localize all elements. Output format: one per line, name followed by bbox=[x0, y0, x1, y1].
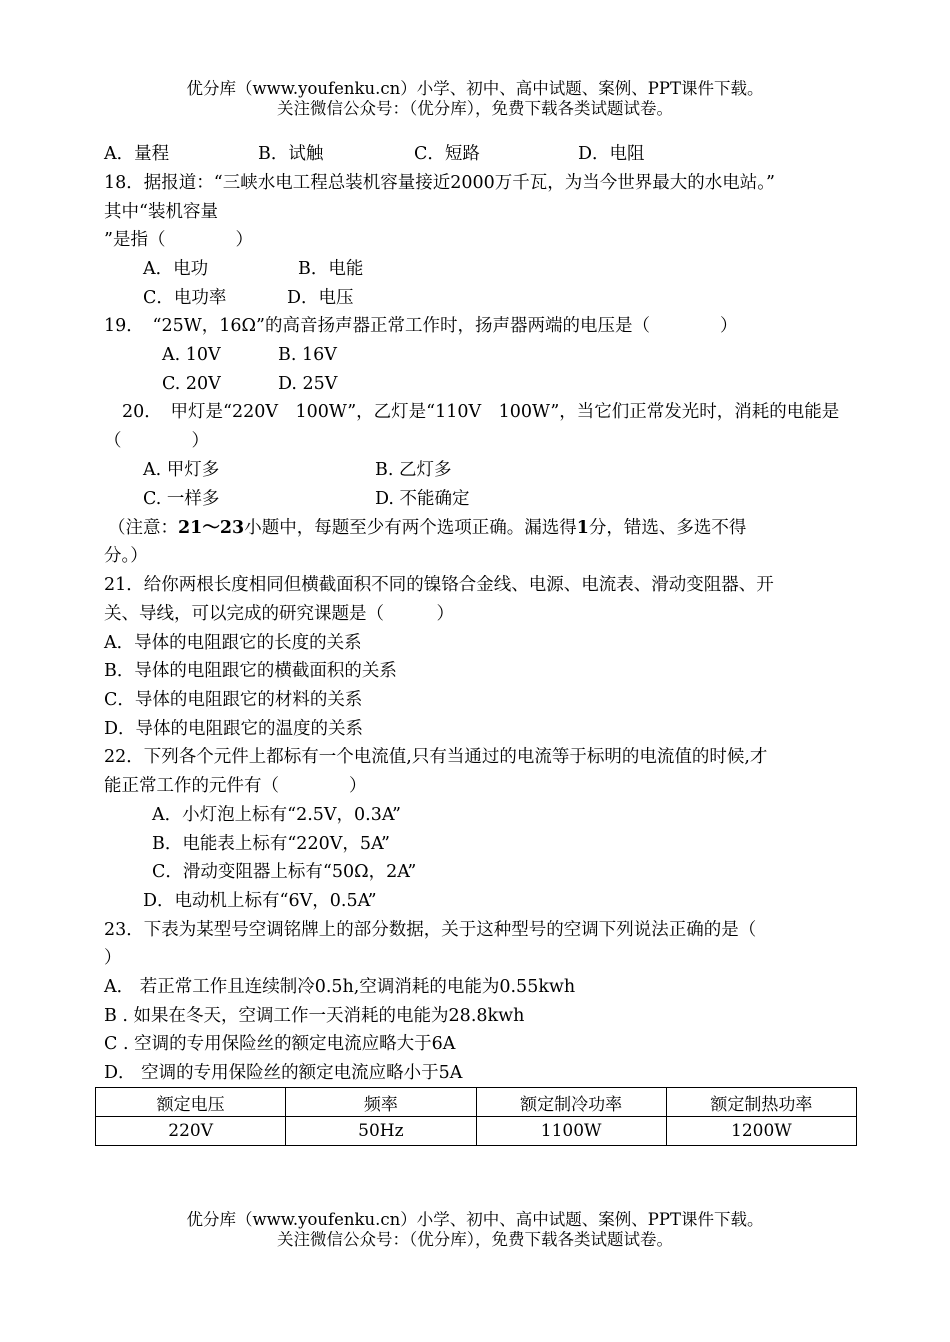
q23-option-d: D． 空调的专用保险丝的额定电流应略小于5A bbox=[104, 1063, 463, 1083]
q17-option-d: D．电阻 bbox=[578, 144, 645, 164]
value-rated-voltage: 220V bbox=[96, 1117, 286, 1146]
q21-stem-line-2: 关、导线，可以完成的研究课题是（ ） bbox=[104, 604, 454, 624]
q22-option-a: A．小灯泡上标有“2.5V，0.3A” bbox=[152, 805, 401, 825]
q17-option-a: A．量程 bbox=[104, 144, 170, 164]
header-line-1: 优分库（www.youfenku.cn）小学、初中、高中试题、案例、PPT课件下载。 bbox=[186, 79, 764, 98]
q20-option-c: C. 一样多 bbox=[143, 489, 220, 509]
header-heating-power: 额定制热功率 bbox=[666, 1088, 856, 1117]
q19-option-b: B. 16V bbox=[278, 345, 337, 365]
q21-stem-line-1: 21．给你两根长度相同但横截面积不同的镍铬合金线、电源、电流表、滑动变阻器、开 bbox=[104, 575, 774, 595]
q19-option-d: D. 25V bbox=[278, 374, 338, 394]
table-header-row bbox=[96, 1088, 857, 1117]
q20-option-d: D. 不能确定 bbox=[375, 489, 470, 509]
q17-option-b: B．试触 bbox=[258, 144, 324, 164]
footer-line-1: 优分库（www.youfenku.cn）小学、初中、高中试题、案例、PPT课件下载。 bbox=[186, 1210, 764, 1229]
q18-stem-line-2: 其中“装机容量 bbox=[104, 202, 218, 222]
q18-stem-line-1: 18．据报道：“三峡水电工程总装机容量接近2000万千瓦，为当今世界最大的水电站。” bbox=[104, 173, 775, 193]
header-cooling-power: 额定制冷功率 bbox=[476, 1088, 666, 1117]
q21-option-c: C．导体的电阻跟它的材料的关系 bbox=[104, 690, 363, 710]
footer-line-2: 关注微信公众号：（优分库），免费下载各类试题试卷。 bbox=[277, 1230, 673, 1249]
page-header bbox=[0, 79, 950, 119]
q22-stem-line-1: 22．下列各个元件上都标有一个电流值,只有当通过的电流等于标明的电流值的时候,才 bbox=[104, 747, 768, 767]
q18-option-a: A．电功 bbox=[143, 259, 209, 279]
q18-stem-line-3: ”是指（ ） bbox=[104, 230, 253, 250]
header-rated-voltage: 额定电压 bbox=[96, 1088, 286, 1117]
q17-option-c: C．短路 bbox=[414, 144, 480, 164]
q19-stem: 19． “25W，16Ω”的高音扬声器正常工作时，扬声器两端的电压是（ ） bbox=[104, 316, 738, 336]
q20-option-b: B. 乙灯多 bbox=[375, 460, 452, 480]
q23-stem-line-1: 23．下表为某型号空调铭牌上的部分数据，关于这种型号的空调下列说法正确的是（ bbox=[104, 920, 757, 940]
note-text-3: 分，错选、多选不得 bbox=[588, 518, 747, 538]
value-heating-power: 1200W bbox=[666, 1117, 856, 1146]
ac-spec-table bbox=[95, 1087, 857, 1146]
q20-option-a: A. 甲灯多 bbox=[143, 460, 220, 480]
note-line-2: 分。） bbox=[104, 546, 148, 566]
note-text-1: （注意： bbox=[108, 518, 178, 538]
page-footer bbox=[0, 1210, 950, 1250]
q18-option-c: C．电功率 bbox=[143, 288, 227, 308]
q23-option-a: A． 若正常工作且连续制冷0.5h,空调消耗的电能为0.55kwh bbox=[104, 977, 576, 997]
q23-option-c: C . 空调的专用保险丝的额定电流应略大于6A bbox=[104, 1034, 456, 1054]
table-value-row bbox=[96, 1117, 857, 1146]
q23-stem-line-2: ） bbox=[104, 948, 122, 968]
note-text-2: 小题中，每题至少有两个选项正确。漏选得 bbox=[244, 518, 577, 538]
value-frequency: 50Hz bbox=[286, 1117, 476, 1146]
q18-option-b: B．电能 bbox=[298, 259, 364, 279]
q22-option-d: D．电动机上标有“6V，0.5A” bbox=[143, 891, 377, 911]
q21-option-b: B．导体的电阻跟它的横截面积的关系 bbox=[104, 661, 397, 681]
q22-option-c: C．滑动变阻器上标有“50Ω，2A” bbox=[152, 862, 417, 882]
q21-option-d: D．导体的电阻跟它的温度的关系 bbox=[104, 719, 364, 739]
header-line-2: 关注微信公众号：（优分库），免费下载各类试题试卷。 bbox=[277, 99, 673, 118]
value-cooling-power: 1100W bbox=[476, 1117, 666, 1146]
q18-option-d: D．电压 bbox=[287, 288, 354, 308]
q20-stem-line-1: 20． 甲灯是“220V 100W”，乙灯是“110V 100W”，当它们正常发光时，消耗的电能是 bbox=[122, 402, 840, 422]
q19-option-c: C. 20V bbox=[162, 374, 221, 394]
note-score: 1 bbox=[576, 518, 589, 538]
q20-stem-line-2: （ ） bbox=[104, 431, 209, 451]
q19-option-a: A. 10V bbox=[162, 345, 221, 365]
note-line-1 bbox=[108, 514, 746, 542]
q22-stem-line-2: 能正常工作的元件有（ ） bbox=[104, 776, 367, 796]
header-frequency: 频率 bbox=[286, 1088, 476, 1117]
q21-option-a: A．导体的电阻跟它的长度的关系 bbox=[104, 633, 362, 653]
note-range: 21～23 bbox=[178, 518, 245, 538]
q23-option-b: B . 如果在冬天，空调工作一天消耗的电能为28.8kwh bbox=[104, 1006, 525, 1026]
q22-option-b: B．电能表上标有“220V，5A” bbox=[152, 834, 390, 854]
